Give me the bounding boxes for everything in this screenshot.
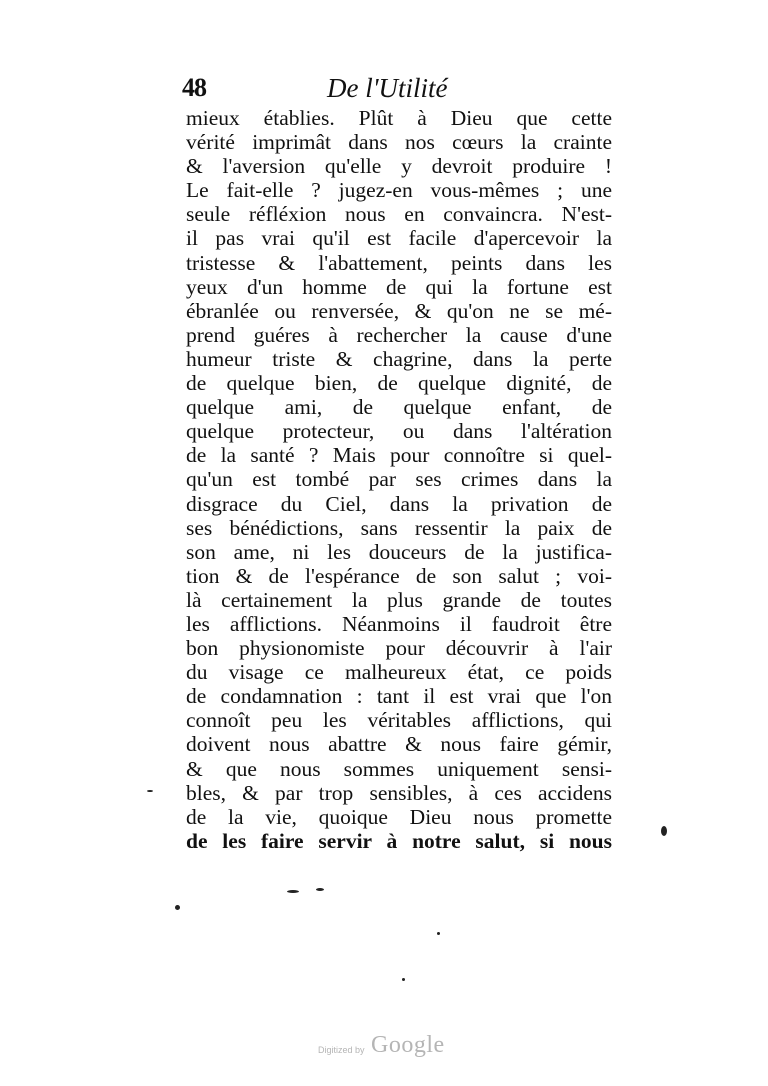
text-line: tion & de l'espérance de son salut ; voi- bbox=[186, 563, 612, 588]
text-line: vérité imprimât dans nos cœurs la crainte bbox=[186, 130, 612, 155]
scan-speck bbox=[402, 978, 405, 981]
text-line: tristesse & l'abattement, peints dans les bbox=[186, 250, 612, 275]
scan-speck bbox=[437, 932, 440, 935]
text-line: humeur triste & chagrine, dans la perte bbox=[186, 346, 612, 371]
text-line: de la vie, quoique Dieu nous promette bbox=[186, 804, 612, 829]
text-line: là certainement la plus grande de toutes bbox=[186, 587, 612, 612]
text-line: & que nous sommes uniquement sensi- bbox=[186, 756, 612, 781]
text-line: de les faire servir à notre salut, si nous bbox=[186, 828, 612, 853]
text-line: connoît peu les véritables afflictions, qui bbox=[186, 708, 612, 733]
page-header bbox=[182, 70, 612, 108]
digitized-label: Digitized by bbox=[318, 1045, 365, 1055]
body-text bbox=[186, 106, 612, 853]
text-line: les afflictions. Néanmoins il faudroit être bbox=[186, 611, 612, 636]
text-line: prend guéres à rechercher la cause d'une bbox=[186, 322, 612, 347]
page-number: 48 bbox=[182, 73, 206, 102]
text-line: son ame, ni les douceurs de la justifica- bbox=[186, 539, 612, 564]
google-logo: Google bbox=[371, 1032, 445, 1058]
text-line: & l'aversion qu'elle y devroit produire ! bbox=[186, 154, 612, 179]
scan-speck bbox=[287, 890, 299, 893]
scan-speck bbox=[316, 888, 324, 891]
text-line: de condamnation : tant il est vrai que l'on bbox=[186, 684, 612, 709]
text-line: ses bénédictions, sans ressentir la paix de bbox=[186, 515, 612, 540]
text-line: bles, & par trop sensibles, à ces accidens bbox=[186, 780, 612, 805]
scan-speck bbox=[661, 826, 667, 836]
text-line: de quelque bien, de quelque dignité, de bbox=[186, 371, 612, 396]
text-line: Le fait-elle ? jugez-en vous-mêmes ; une bbox=[186, 178, 612, 203]
text-line: mieux établies. Plût à Dieu que cette bbox=[186, 106, 612, 130]
scan-speck bbox=[175, 905, 180, 910]
text-line: doivent nous abattre & nous faire gémir, bbox=[186, 732, 612, 757]
text-line: quelque protecteur, ou dans l'altération bbox=[186, 419, 612, 444]
text-line: ébranlée ou renversée, & qu'on ne se mé- bbox=[186, 298, 612, 323]
text-line: il pas vrai qu'il est facile d'apercevoir la bbox=[186, 226, 612, 251]
text-line: qu'un est tombé par ses crimes dans la bbox=[186, 467, 612, 492]
text-line: quelque ami, de quelque enfant, de bbox=[186, 395, 612, 420]
text-line: seule réfléxion nous en convaincra. N'est- bbox=[186, 202, 612, 227]
digitized-watermark bbox=[318, 1030, 458, 1064]
text-line: du visage ce malheureux état, ce poids bbox=[186, 660, 612, 685]
text-line: de la santé ? Mais pour connoître si quel- bbox=[186, 443, 612, 468]
text-line: bon physionomiste pour découvrir à l'air bbox=[186, 636, 612, 661]
scan-speck bbox=[147, 790, 153, 792]
text-line: yeux d'un homme de qui la fortune est bbox=[186, 274, 612, 299]
running-title: De l'Utilité bbox=[327, 73, 448, 103]
text-line: disgrace du Ciel, dans la privation de bbox=[186, 491, 612, 516]
